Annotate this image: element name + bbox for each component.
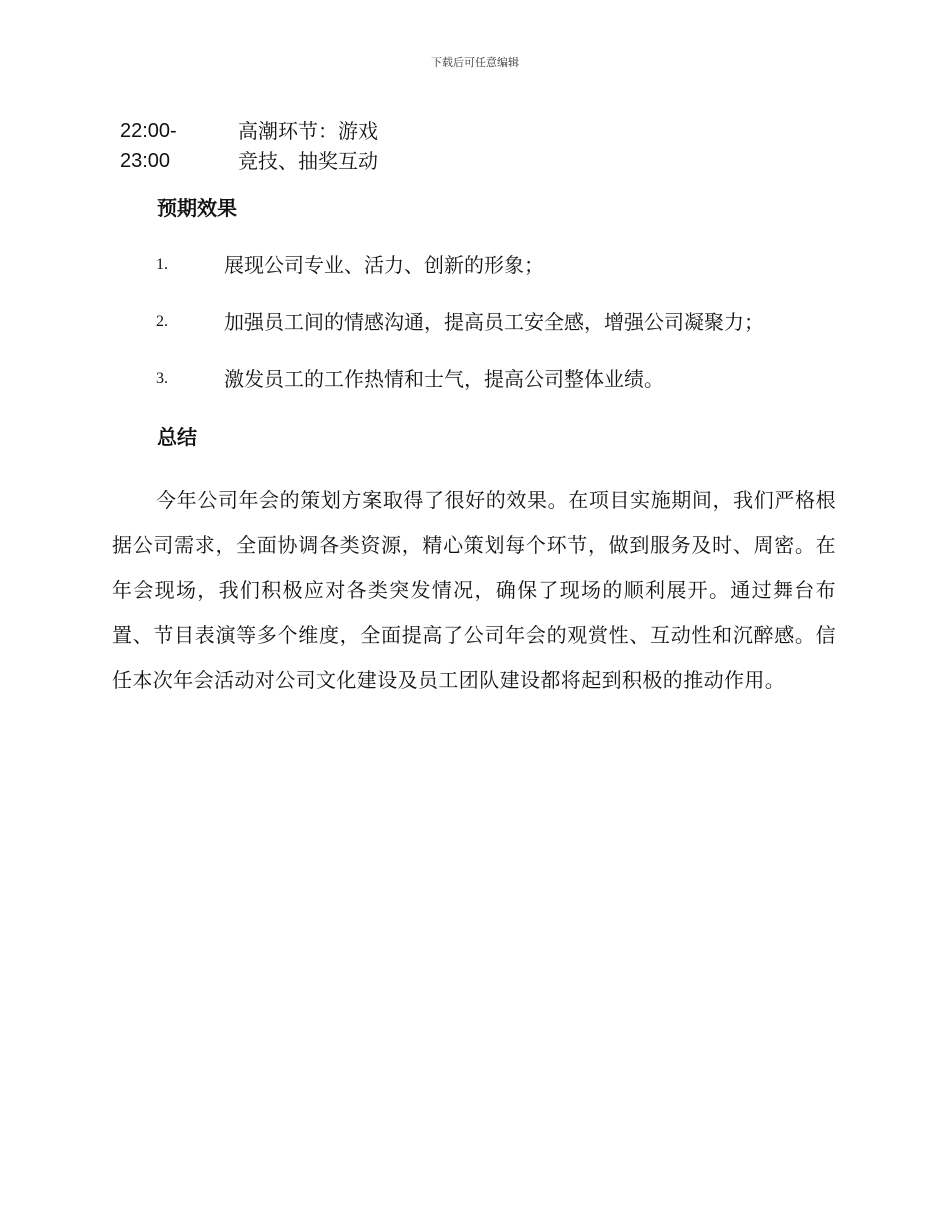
effects-heading: 预期效果 [157, 196, 237, 220]
list-item-text: 展现公司专业、活力、创新的形象； [224, 253, 544, 277]
schedule-description: 高潮环节：游戏 竞技、抽奖互动 [238, 119, 378, 173]
effects-list [156, 250, 764, 421]
list-item-number: 2. [156, 313, 168, 330]
schedule-time: 22:00- 23:00 [120, 120, 177, 172]
list-item [156, 250, 764, 307]
list-item [156, 307, 764, 364]
list-item-number: 3. [156, 370, 168, 387]
list-item-text: 激发员工的工作热情和士气，提高公司整体业绩。 [224, 367, 664, 391]
page-header-note: 下载后可任意编辑 [431, 56, 519, 69]
list-item-text: 加强员工间的情感沟通，提高员工安全感，增强公司凝聚力； [224, 310, 764, 334]
list-item [156, 364, 764, 421]
summary-heading: 总结 [157, 425, 197, 449]
summary-paragraph: 今年公司年会的策划方案取得了很好的效果。在项目实施期间，我们严格根据公司需求，全面协调各类资源，精心策划每个环节，做到服务及时、周密。在年会现场，我们积极应对各类突发情况，确保了现场的顺利展开。通过舞台布置、节目表演等多个维度，全面提高了公司年会的观赏性、互动性和沉醉感。信任本次年会活动对公司文化建设及员工团队建设都将起到积极的推动作用。 [112, 488, 836, 692]
schedule-row [120, 116, 418, 176]
list-item-number: 1. [156, 256, 168, 273]
